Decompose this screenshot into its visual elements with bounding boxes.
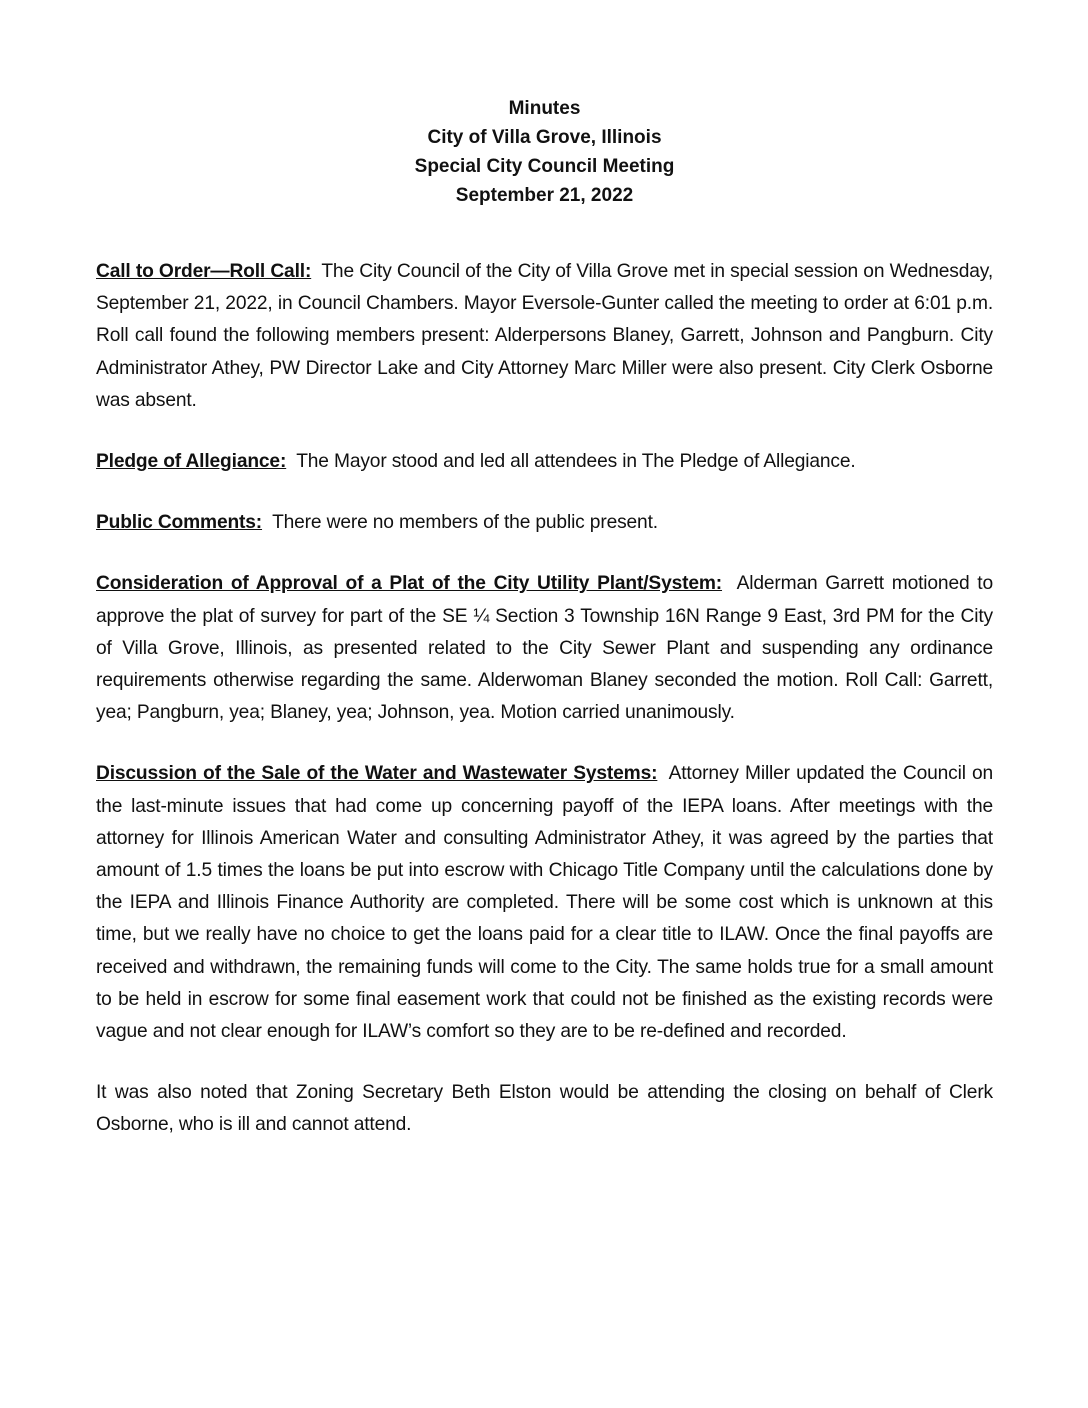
header-date: September 21, 2022 [455, 185, 634, 206]
section-public-comments [96, 507, 993, 539]
section-heading-water-sale: Discussion of the Sale of the Water and Wastewater Systems: [96, 763, 658, 785]
section-heading-call-to-order: Call to Order—Roll Call: [96, 261, 312, 282]
section-heading-public-comments: Public Comments: [96, 512, 263, 534]
header-city: City of Villa Grove, Illinois [427, 127, 662, 148]
section-body-public-comments: There were no members of the public present. [272, 512, 658, 534]
section-water-sale [96, 758, 993, 1048]
header-title: Minutes [508, 98, 581, 119]
section-call-to-order [96, 256, 993, 417]
section-body-water-sale: Attorney Miller updated the Council on the last-minute issues that had come up concerning payoff of the IEPA loans. After meetings with the attorney for Illinois American Water and consulting Administrator Athey, it was agreed by the parties that amount of 1.5 times the loans be put into escrow with Chicago Title Company until the calculations done by the IEPA and Illinois Finance Authority are completed. There will be some cost which is unknown at this time, but we really have no choice to get the loans paid for a clear title to ILAW. Once the final payoffs are received and withdrawn, the remaining funds will come to the City. The same holds true for a small amount to be held in escrow for some final easement work that could not be finished as the existing records were vague and not clear enough for ILAW’s comfort so they are to be re-defined and recorded. [96, 763, 994, 1043]
section-body-plat-approval: Alderman Garrett motioned to approve the plat of survey for part of the SE ¼ Section 3 Township 16N Range 9 East, 3rd PM for the City of Villa Grove, Illinois, as presented related to the City Sewer Plant and suspending any ordinance requirements otherwise regarding the same. Alderwoman Blaney seconded the motion. Roll Call: Garrett, yea; Pangburn, yea; Blaney, yea; Johnson, yea. Motion carried unanimously. [96, 573, 993, 724]
section-body-pledge: The Mayor stood and led all attendees in The Pledge of Allegiance. [296, 451, 856, 473]
closing-note: It was also noted that Zoning Secretary Beth Elston would be attending the closing on behalf of Clerk Osborne, who is ill and cannot attend. [96, 1082, 993, 1136]
document-page [96, 94, 993, 1171]
document-header [96, 94, 993, 210]
section-plat-approval [96, 568, 993, 729]
section-heading-pledge: Pledge of Allegiance: [96, 451, 287, 473]
header-meeting-type: Special City Council Meeting [414, 156, 675, 177]
section-body-call-to-order: The City Council of the City of Villa Grove met in special session on Wednesday, September 21, 2022, in Council Chambers. Mayor Eversole-Gunter called the meeting to order at 6:01 p.m. Roll call found the following members present: Alderpersons Blaney, Garrett, Johnson and Pangburn. City Administrator Athey, PW Director Lake and City Attorney Marc Miller were also present. City Clerk Osborne was absent. [96, 261, 993, 411]
section-pledge [96, 446, 993, 478]
section-heading-plat-approval: Consideration of Approval of a Plat of the City Utility Plant/System: [96, 573, 723, 595]
